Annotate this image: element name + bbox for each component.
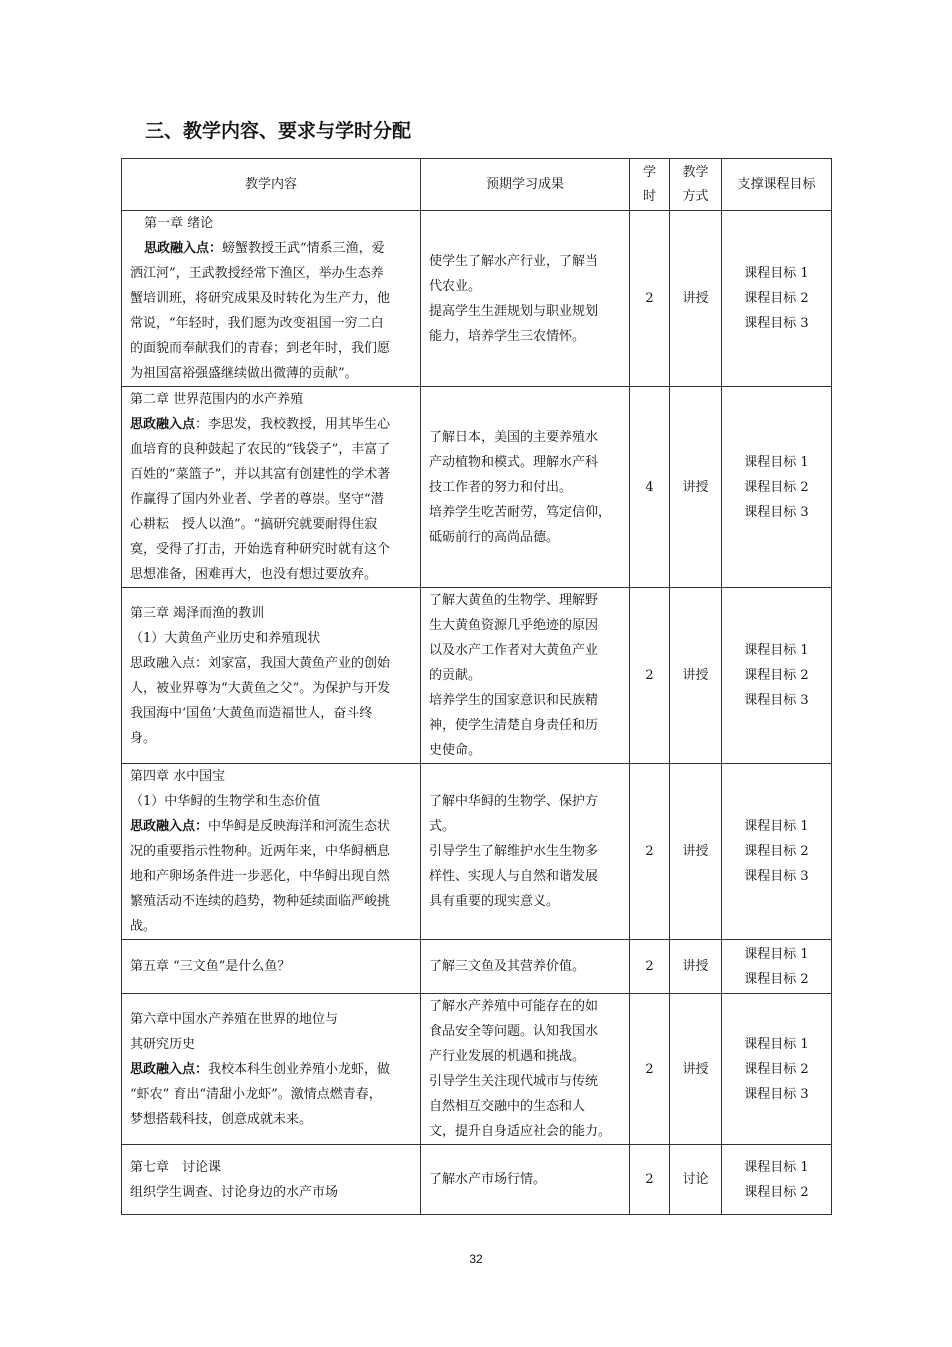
- ideology-label: 思政融入点: [130, 417, 196, 432]
- outcome-line: 食品安全等问题。认知我国水: [429, 1024, 599, 1039]
- content-line: [130, 236, 412, 261]
- header-hours: [630, 159, 670, 211]
- content-line: “虾农” 育出“清甜小龙虾”。激情点燃青春，: [130, 1086, 382, 1102]
- chapter-title: 第七章 讨论课: [130, 1159, 222, 1175]
- outcome-line: 砥砺前行的高尚品德。: [429, 529, 560, 545]
- header-mode-line2: 方式: [682, 188, 709, 204]
- mode-cell: 讲授: [670, 588, 722, 764]
- outcome-cell: [421, 211, 630, 387]
- outcome-cell: [421, 387, 630, 588]
- hours-cell: 2: [630, 588, 670, 764]
- header-outcome: 预期学习成果: [421, 159, 630, 211]
- outcome-line: 了解日本，美国的主要养殖水: [429, 429, 599, 445]
- ideology-label: 思政融入点：: [130, 819, 209, 834]
- content-line: 为祖国富裕强盛继续做出微薄的贡献”。: [130, 366, 358, 381]
- content-line: 思想准备，困难再大，也没有想过要放弃。: [130, 567, 378, 582]
- header-content: 教学内容: [122, 159, 421, 211]
- outcome-line: 代农业。: [429, 278, 482, 294]
- outcome-line: 培养学生吃苦耐劳，笃定信仰，: [429, 504, 612, 520]
- table-row: [122, 588, 832, 764]
- goal-item: 课程目标 3: [744, 504, 809, 520]
- goals-cell: [722, 211, 832, 387]
- section-title: 三、教学内容、要求与学时分配: [145, 120, 412, 142]
- content-line: （1）中华鲟的生物学和生态价值: [130, 794, 321, 809]
- content-line: 蟹培训班，将研究成果及时转化为生产力，他: [130, 291, 391, 306]
- outcome-line: 了解三文鱼及其营养价值。: [429, 959, 586, 974]
- hours-cell: 2: [630, 1145, 670, 1215]
- goal-item: 课程目标 3: [744, 1086, 809, 1102]
- goal-item: 课程目标 1: [744, 643, 809, 658]
- outcome-line: 史使命。: [429, 743, 482, 758]
- header-mode-line1: 教学: [682, 164, 709, 180]
- chapter-title: 第二章 世界范围内的水产养殖: [130, 392, 304, 407]
- outcome-line: 能力，培养学生三农情怀。: [429, 328, 586, 344]
- outcome-line: 式。: [429, 819, 456, 834]
- outcome-cell: [421, 994, 630, 1145]
- content-line: [130, 412, 412, 437]
- content-line: 我国海中‘国鱼’大黄鱼而造福世人，奋斗终: [130, 705, 373, 721]
- table-row: [122, 1145, 832, 1215]
- outcome-line: 了解中华鲟的生物学、保护方: [429, 794, 599, 809]
- outcome-line: 培养学生的国家意识和民族精: [429, 693, 599, 708]
- goal-item: 课程目标 1: [744, 1159, 809, 1175]
- mode-cell: 讲授: [670, 387, 722, 588]
- content-line: [130, 814, 412, 839]
- chapter-title: 第三章 竭泽而渔的教训: [130, 605, 265, 621]
- hours-cell: 2: [630, 764, 670, 940]
- content-line: 常说，“年轻时，我们愿为改变祖国一穷二白: [130, 316, 384, 331]
- goal-item: 课程目标 3: [744, 693, 809, 708]
- content-cell: [122, 211, 421, 387]
- goals-cell: [722, 764, 832, 940]
- content-line: 组织学生调查、讨论身边的水产市场: [130, 1184, 339, 1200]
- content-line: 百姓的“菜篮子”，并以其富有创建性的学术著: [130, 467, 391, 482]
- header-hours-line1: 学: [642, 164, 656, 180]
- outcome-line: 技工作者的努力和付出。: [429, 479, 573, 495]
- content-cell: [122, 1145, 421, 1215]
- content-line: 地和产卵场条件进一步恶化，中华鲟出现自然: [130, 869, 391, 884]
- chapter-title: 第一章 绪论: [144, 216, 214, 231]
- chapter-title: 第四章 水中国宝: [130, 769, 226, 784]
- outcome-cell: [421, 940, 630, 994]
- mode-cell: 讲授: [670, 940, 722, 994]
- goals-cell: [722, 994, 832, 1145]
- content-cell: [122, 764, 421, 940]
- content-cell: [122, 994, 421, 1145]
- outcome-line: 引导学生了解维护水生生物多: [429, 844, 599, 859]
- content-line: 思政融入点：刘家富，我国大黄鱼产业的创始: [130, 655, 391, 671]
- outcome-line: 了解水产市场行情。: [429, 1172, 547, 1187]
- content-line: 身。: [130, 730, 157, 746]
- goal-item: 课程目标 2: [744, 971, 809, 987]
- content-text: 中华鲟是反映海洋和河流生态状: [208, 819, 391, 834]
- hours-cell: 2: [630, 940, 670, 994]
- header-mode: [670, 159, 722, 211]
- page-number: 32: [469, 1252, 483, 1266]
- teaching-plan-table: [121, 158, 832, 1215]
- outcome-line: 了解大黄鱼的生物学、理解野: [429, 593, 599, 608]
- outcome-line: 了解水产养殖中可能存在的如: [429, 999, 599, 1014]
- content-line: （1）大黄鱼产业历史和养殖现状: [130, 630, 321, 646]
- table-header-row: [122, 159, 832, 211]
- goals-cell: [722, 387, 832, 588]
- content-line: 况的重要指示性物种。近两年来，中华鲟栖息: [130, 844, 391, 859]
- content-line: 寞，受得了打击，开始选育种研究时就有这个: [130, 542, 391, 557]
- goal-item: 课程目标 3: [744, 316, 809, 331]
- goal-item: 课程目标 2: [744, 1061, 809, 1077]
- content-text: 螃蟹教授王武“情系三渔，爱: [222, 241, 385, 256]
- header-goals: 支撑课程目标: [722, 159, 832, 211]
- content-text: ：李思发，我校教授，用其毕生心: [195, 417, 391, 432]
- content-cell: [122, 387, 421, 588]
- content-line: 战。: [130, 919, 157, 934]
- outcome-cell: [421, 1145, 630, 1215]
- ideology-label: 思政融入点：: [144, 241, 223, 256]
- content-line: 梦想搭载科技，创意成就未来。: [130, 1111, 313, 1127]
- goal-item: 课程目标 2: [744, 1184, 809, 1200]
- outcome-line: 引导学生关注现代城市与传统: [429, 1074, 599, 1089]
- outcome-line: 自然相互交融中的生态和人: [429, 1099, 586, 1114]
- outcome-line: 具有重要的现实意义。: [429, 894, 560, 909]
- table-row: [122, 387, 832, 588]
- hours-cell: 2: [630, 994, 670, 1145]
- content-cell: [122, 940, 421, 994]
- goal-item: 课程目标 1: [744, 266, 809, 281]
- outcome-line: 产动植物和模式。理解水产科: [429, 454, 599, 470]
- outcome-line: 文，提升自身适应社会的能力。: [429, 1124, 612, 1139]
- goals-cell: [722, 940, 832, 994]
- outcome-line: 使学生了解水产行业，了解当: [429, 253, 599, 269]
- content-cell: [122, 588, 421, 764]
- table-row: [122, 211, 832, 387]
- goal-item: 课程目标 2: [744, 668, 809, 683]
- content-line: 其研究历史: [130, 1036, 196, 1052]
- goal-item: 课程目标 1: [744, 454, 809, 470]
- outcome-cell: [421, 588, 630, 764]
- goals-cell: [722, 1145, 832, 1215]
- content-line: 作赢得了国内外业者、学者的尊崇。坚守“潜: [130, 492, 384, 507]
- goal-item: 课程目标 1: [744, 946, 809, 962]
- goals-cell: [722, 588, 832, 764]
- table-row: [122, 940, 832, 994]
- content-line: 的面貌而奉献我们的青春；到老年时，我们愿: [130, 341, 391, 356]
- goal-item: 课程目标 1: [744, 819, 809, 834]
- content-line: 繁殖活动不连续的趋势，物种延续面临严峻挑: [130, 894, 391, 909]
- chapter-title: 第六章中国水产养殖在世界的地位与: [130, 1011, 339, 1027]
- outcome-line: 的贡献。: [429, 668, 482, 683]
- outcome-line: 生大黄鱼资源几乎绝迹的原因: [429, 618, 599, 633]
- outcome-line: 样性、实现人与自然和谐发展: [429, 869, 599, 884]
- ideology-label: 思政融入点：: [130, 1061, 209, 1077]
- hours-cell: 2: [630, 211, 670, 387]
- goal-item: 课程目标 2: [744, 291, 809, 306]
- mode-cell: 讨论: [670, 1145, 722, 1215]
- goal-item: 课程目标 3: [744, 869, 809, 884]
- header-hours-line2: 时: [642, 188, 656, 204]
- table-row: [122, 764, 832, 940]
- goal-item: 课程目标 2: [744, 844, 809, 859]
- hours-cell: 4: [630, 387, 670, 588]
- content-line: 心耕耘 授人以渔”。“搞研究就要耐得住寂: [130, 517, 378, 532]
- content-line: 洒江河”，王武教授经常下渔区，举办生态养: [130, 266, 384, 281]
- goal-item: 课程目标 2: [744, 479, 809, 495]
- outcome-line: 提高学生生涯规划与职业规划: [429, 303, 599, 319]
- outcome-line: 以及水产工作者对大黄鱼产业: [429, 643, 599, 658]
- outcome-cell: [421, 764, 630, 940]
- content-line: 人，被业界尊为“大黄鱼之父”。为保护与开发: [130, 680, 391, 696]
- table-row: [122, 994, 832, 1145]
- outcome-line: 产行业发展的机遇和挑战。: [429, 1049, 586, 1064]
- mode-cell: 讲授: [670, 211, 722, 387]
- goal-item: 课程目标 1: [744, 1036, 809, 1052]
- mode-cell: 讲授: [670, 764, 722, 940]
- content-text: 我校本科生创业养殖小龙虾，做: [208, 1061, 391, 1077]
- content-line: 血培育的良种鼓起了农民的“钱袋子”，丰富了: [130, 442, 391, 457]
- mode-cell: 讲授: [670, 994, 722, 1145]
- outcome-line: 神，使学生清楚自身责任和历: [429, 718, 599, 733]
- chapter-title: 第五章 “三文鱼”是什么鱼？: [130, 959, 291, 974]
- content-line: [130, 1057, 412, 1082]
